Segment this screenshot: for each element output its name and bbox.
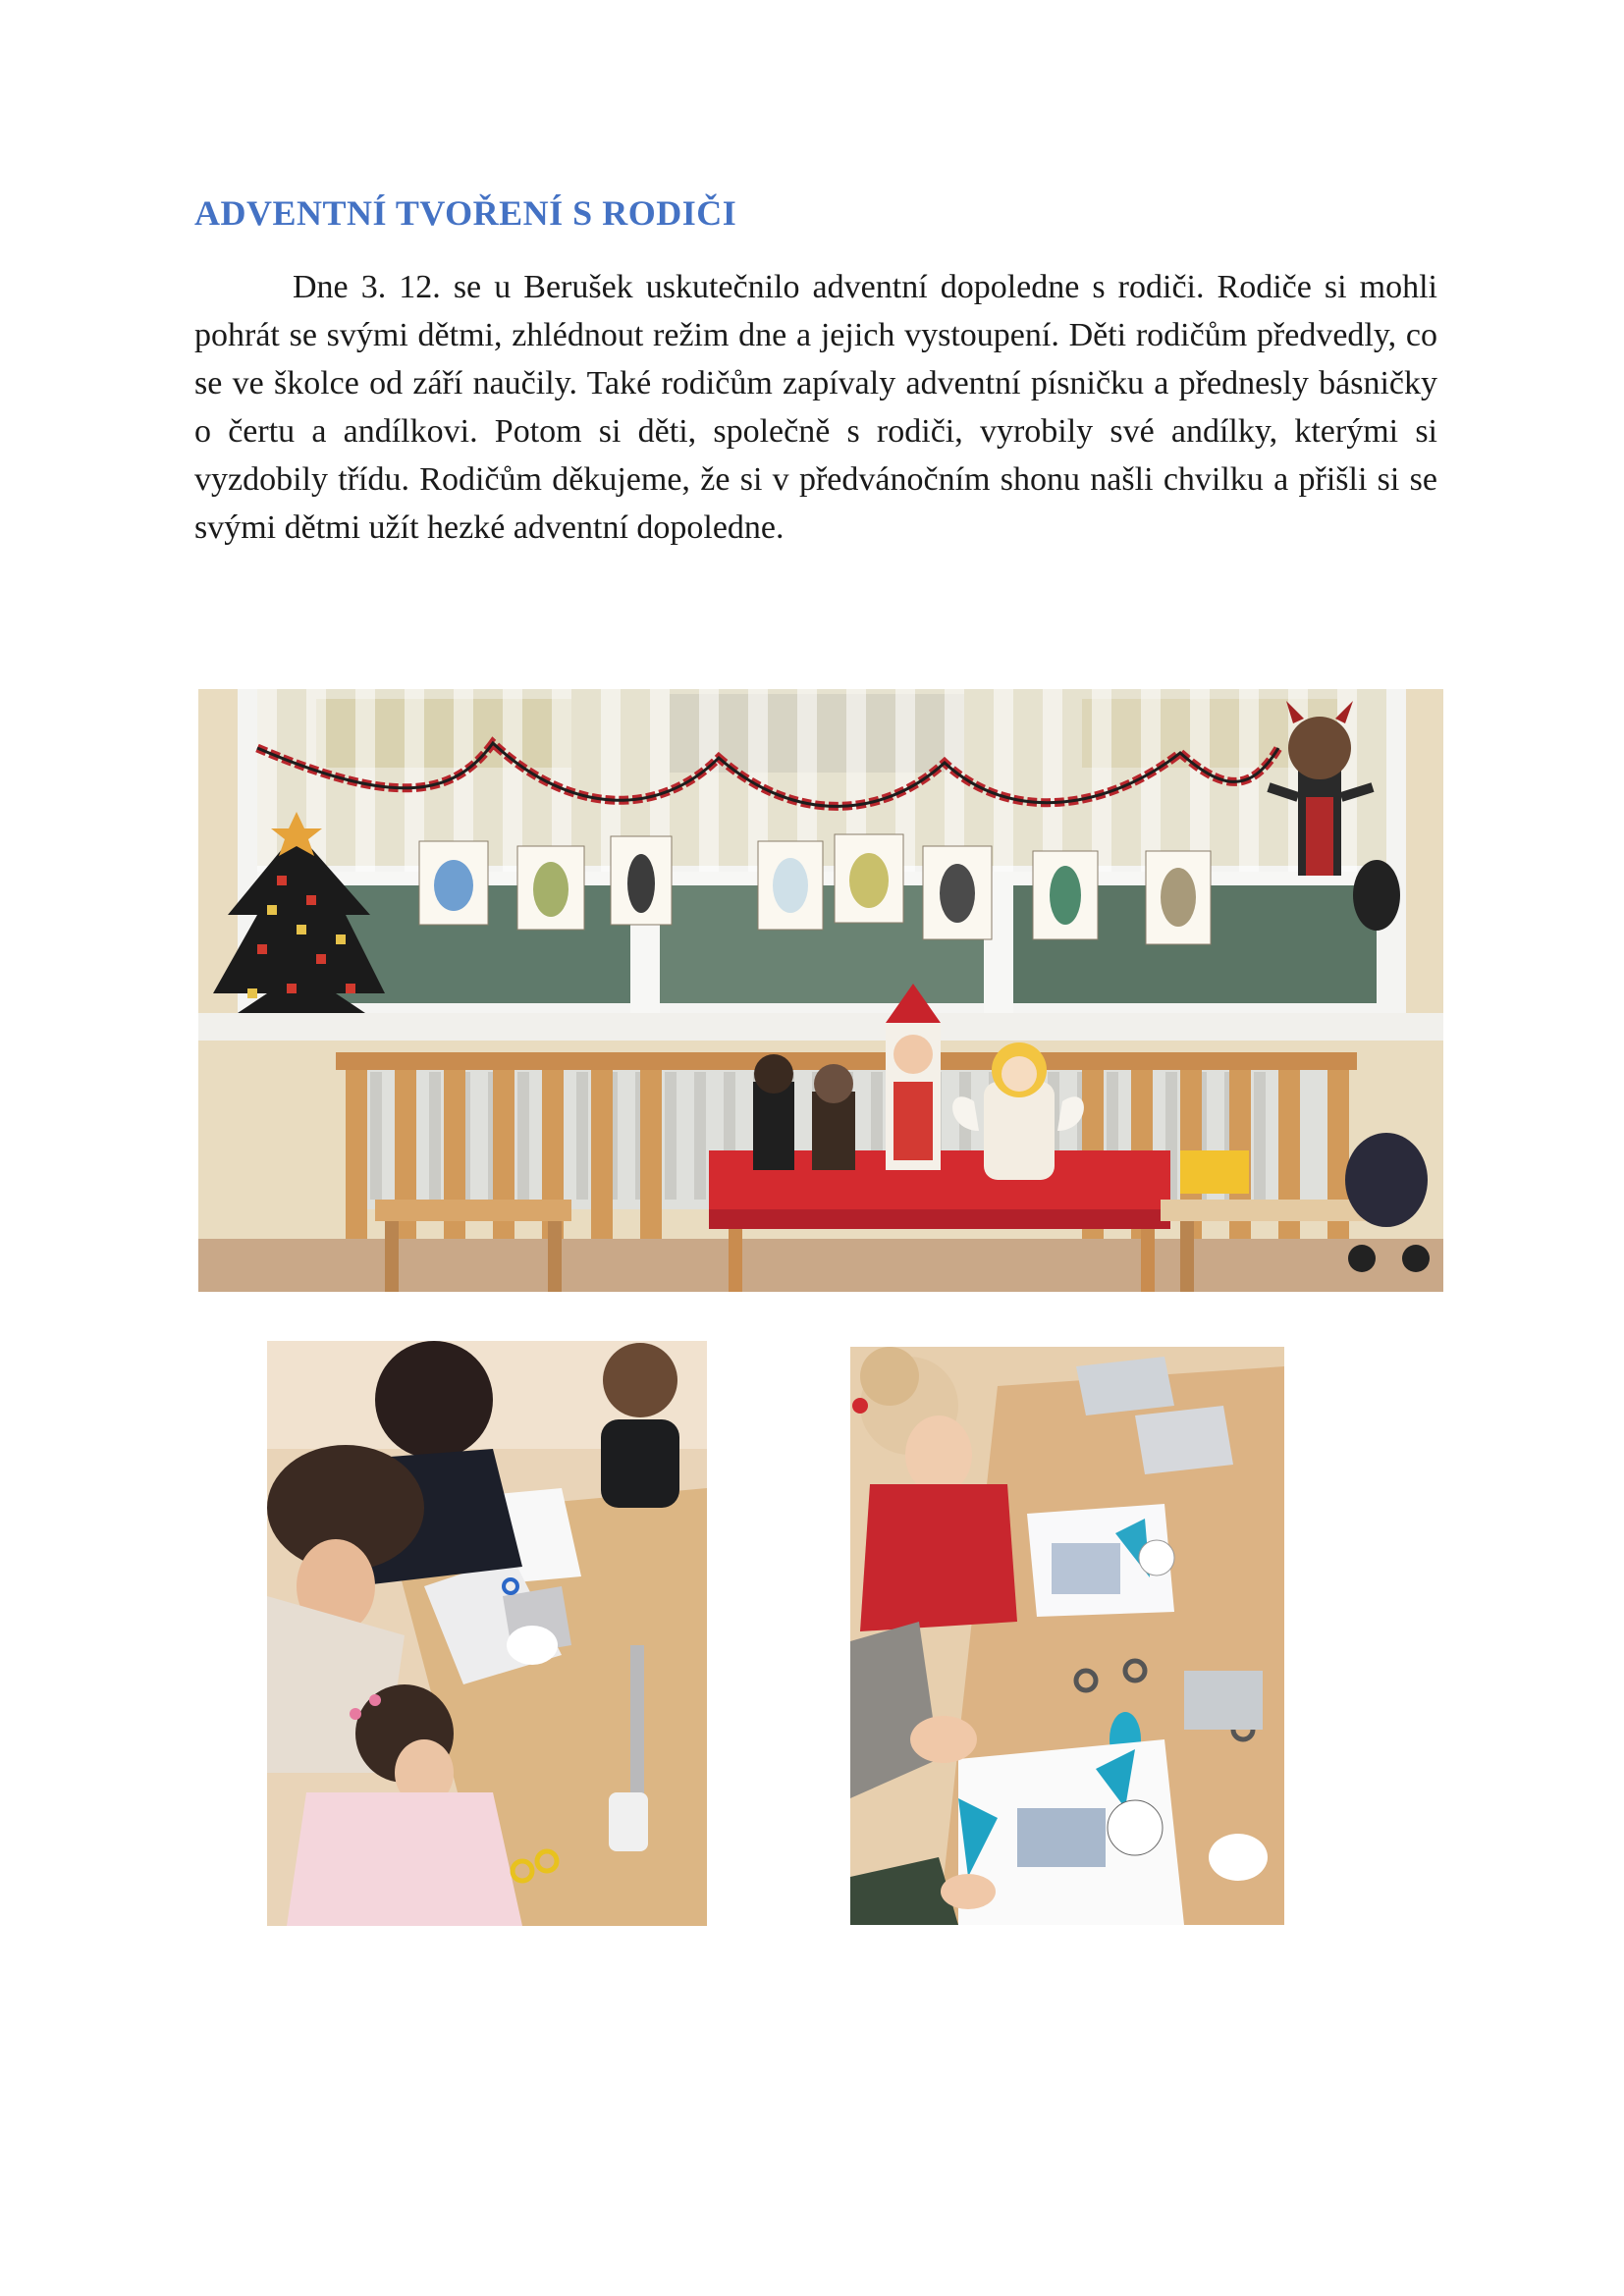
crafting-with-parents-illustration [267,1341,707,1926]
article-body: Dne 3. 12. se u Berušek uskutečnilo adventní dopoledne s rodiči. Rodiče si mohli pohrát se svými dětmi, zhlédnout režim dne a jejich vystoupení. Děti rodičům předvedly, co se ve školce od září naučily. Také rodičům zapívaly adventní písničku a přednesly básničky o čertu a andílkovi. Potom si děti, společně s rodiči, vyrobily své andílky, kterými si vyzdobily třídu. Rodičům děkujeme, že si v předvánočním shonu našli chvilku a přišli si se svými dětmi užít hezké adventní dopoledne. [194,269,1437,546]
crafting-with-parents-photo [267,1341,707,1926]
article-title: ADVENTNÍ TVOŘENÍ S RODIČI [194,193,737,233]
girl-decorating-angel-illustration [850,1347,1284,1925]
classroom-display-photo [198,689,1443,1292]
classroom-display-illustration [198,689,1443,1292]
girl-decorating-angel-photo [850,1347,1284,1925]
